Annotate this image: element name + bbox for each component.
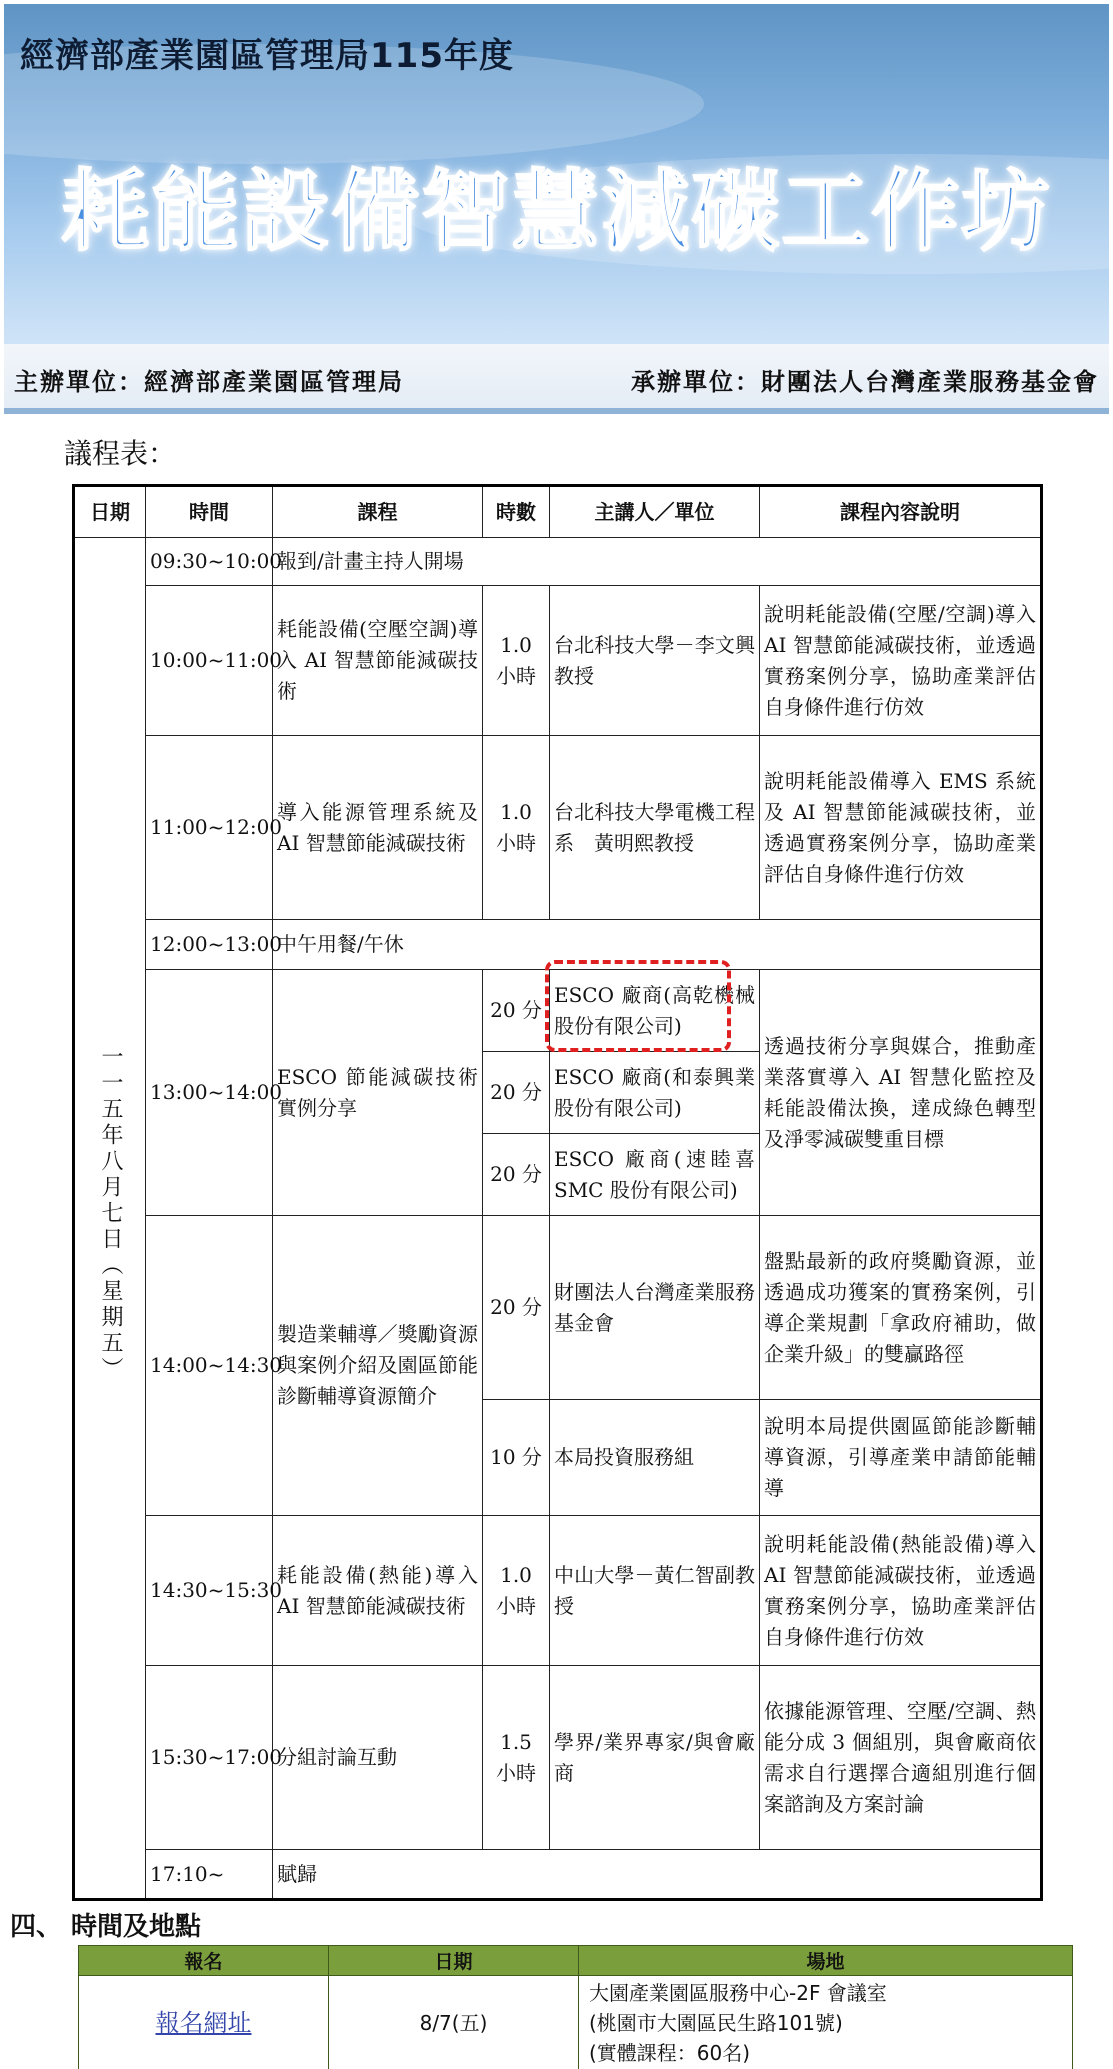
course-cell: 報到/計畫主持人開場 [273, 538, 1042, 586]
course-cell: 導入能源管理系統及 AI 智慧節能減碳技術 [273, 736, 483, 920]
description-cell: 說明耗能設備導入 EMS 系統及 AI 智慧節能減碳技術，並透過實務案例分享，協助產業評估自身條件進行仿效 [760, 736, 1042, 920]
speaker-cell: 中山大學－黃仁智副教授 [550, 1516, 760, 1666]
agenda-heading: 議程表： [64, 437, 177, 470]
time-cell: 10:00~11:00 [146, 586, 273, 736]
venue-table [78, 1945, 1073, 2069]
speaker-cell: 台北科技大學－李文興教授 [550, 586, 760, 736]
time-cell: 11:00~12:00 [146, 736, 273, 920]
description-cell: 說明耗能設備(熱能設備)導入 AI 智慧節能減碳技術，並透過實務案例分享，協助產業評估自身條件進行仿效 [760, 1516, 1042, 1666]
hours-cell: 10 分 [483, 1400, 550, 1516]
table-row [74, 1666, 1042, 1850]
course-cell: 分組討論互動 [273, 1666, 483, 1850]
table-row [74, 1516, 1042, 1666]
header-register: 報名 [79, 1946, 329, 1976]
hours-cell: 1.0 小時 [483, 736, 550, 920]
hours-cell: 1.0 小時 [483, 1516, 550, 1666]
table-row [74, 1216, 1042, 1400]
co-organizer-label: 承辦單位：財團法人台灣產業服務基金會 [631, 367, 1099, 396]
time-cell: 17:10~ [146, 1850, 273, 1900]
banner-title: 耗能設備智慧減碳工作坊 [61, 160, 1052, 263]
time-cell: 13:00~14:00 [146, 970, 273, 1216]
table-row [74, 586, 1042, 736]
header-date: 日期 [329, 1946, 579, 1976]
agenda-header-row [74, 486, 1042, 538]
table-row [74, 970, 1042, 1052]
venue-line: (實體課程：60名) [589, 2041, 751, 2065]
time-cell: 15:30~17:00 [146, 1666, 273, 1850]
header-hours: 時數 [483, 486, 550, 538]
section-heading: 四、 時間及地點 [10, 1912, 202, 1942]
hours-cell: 20 分 [483, 1134, 550, 1216]
agenda-table [72, 484, 1043, 1901]
venue-cell [579, 1976, 1073, 2069]
course-cell: 製造業輔導／獎勵資源與案例介紹及園區節能診斷輔導資源簡介 [273, 1216, 483, 1516]
venue-header-row [79, 1946, 1073, 1976]
venue-line: 大園產業園區服務中心-2F 會議室 [589, 1981, 887, 2005]
date-cell [74, 538, 146, 1900]
register-cell [79, 1976, 329, 2069]
header-description: 課程內容說明 [760, 486, 1042, 538]
header-date: 日期 [74, 486, 146, 538]
organizer-label: 主辦單位：經濟部產業園區管理局 [14, 367, 404, 396]
speaker-cell: 財團法人台灣產業服務基金會 [550, 1216, 760, 1400]
course-cell: 賦歸 [273, 1850, 1042, 1900]
venue-row [79, 1976, 1073, 2069]
speaker-cell: 學界/業界專家/與會廠商 [550, 1666, 760, 1850]
header-course: 課程 [273, 486, 483, 538]
hours-cell: 20 分 [483, 1052, 550, 1134]
header-venue: 場地 [579, 1946, 1073, 1976]
table-row [74, 920, 1042, 970]
course-cell: 耗能設備(空壓空調)導入 AI 智慧節能減碳技術 [273, 586, 483, 736]
speaker-cell: 台北科技大學電機工程系 黃明熙教授 [550, 736, 760, 920]
speaker-cell: 本局投資服務組 [550, 1400, 760, 1516]
date-cell: 8/7(五) [329, 1976, 579, 2069]
banner-subtitle: 經濟部產業園區管理局115年度 [20, 36, 514, 76]
speaker-cell: ESCO 廠商(高乾機械股份有限公司) [550, 970, 760, 1052]
hours-cell: 20 分 [483, 1216, 550, 1400]
description-cell: 透過技術分享與媒合，推動產業落實導入 AI 智慧化監控及耗能設備汰換，達成綠色轉型及淨零減碳雙重目標 [760, 970, 1042, 1216]
time-cell: 14:00~14:30 [146, 1216, 273, 1516]
table-row [74, 1850, 1042, 1900]
speaker-cell: ESCO 廠商(速睦喜 SMC 股份有限公司) [550, 1134, 760, 1216]
course-cell: 中午用餐/午休 [273, 920, 1042, 970]
course-cell: ESCO 節能減碳技術實例分享 [273, 970, 483, 1216]
table-row [74, 538, 1042, 586]
hours-cell: 1.0 小時 [483, 586, 550, 736]
description-cell: 盤點最新的政府獎勵資源，並透過成功獲案的實務案例，引導企業規劃「拿政府補助，做企業升級」的雙贏路徑 [760, 1216, 1042, 1400]
description-cell: 依據能源管理、空壓/空調、熱能分成 3 個組別，與會廠商依需求自行選擇合適組別進行個案諮詢及方案討論 [760, 1666, 1042, 1850]
table-row [74, 736, 1042, 920]
time-cell: 14:30~15:30 [146, 1516, 273, 1666]
hours-cell: 20 分 [483, 970, 550, 1052]
header-speaker: 主講人／單位 [550, 486, 760, 538]
banner [4, 4, 1109, 414]
organizer-strip [4, 344, 1109, 414]
header-time: 時間 [146, 486, 273, 538]
time-cell: 09:30~10:00 [146, 538, 273, 586]
hours-cell: 1.5 小時 [483, 1666, 550, 1850]
description-cell: 說明本局提供園區節能診斷輔導資源，引導產業申請節能輔導 [760, 1400, 1042, 1516]
time-cell: 12:00~13:00 [146, 920, 273, 970]
date-text: 一一五年八月七日（星期五） [98, 1044, 124, 1383]
venue-line: (桃園市大園區民生路101號) [589, 2011, 843, 2035]
course-cell: 耗能設備(熱能)導入 AI 智慧節能減碳技術 [273, 1516, 483, 1666]
register-link[interactable]: 報名網址 [155, 2009, 252, 2037]
speaker-cell: ESCO 廠商(和泰興業股份有限公司) [550, 1052, 760, 1134]
description-cell: 說明耗能設備(空壓/空調)導入 AI 智慧節能減碳技術，並透過實務案例分享，協助產業評估自身條件進行仿效 [760, 586, 1042, 736]
